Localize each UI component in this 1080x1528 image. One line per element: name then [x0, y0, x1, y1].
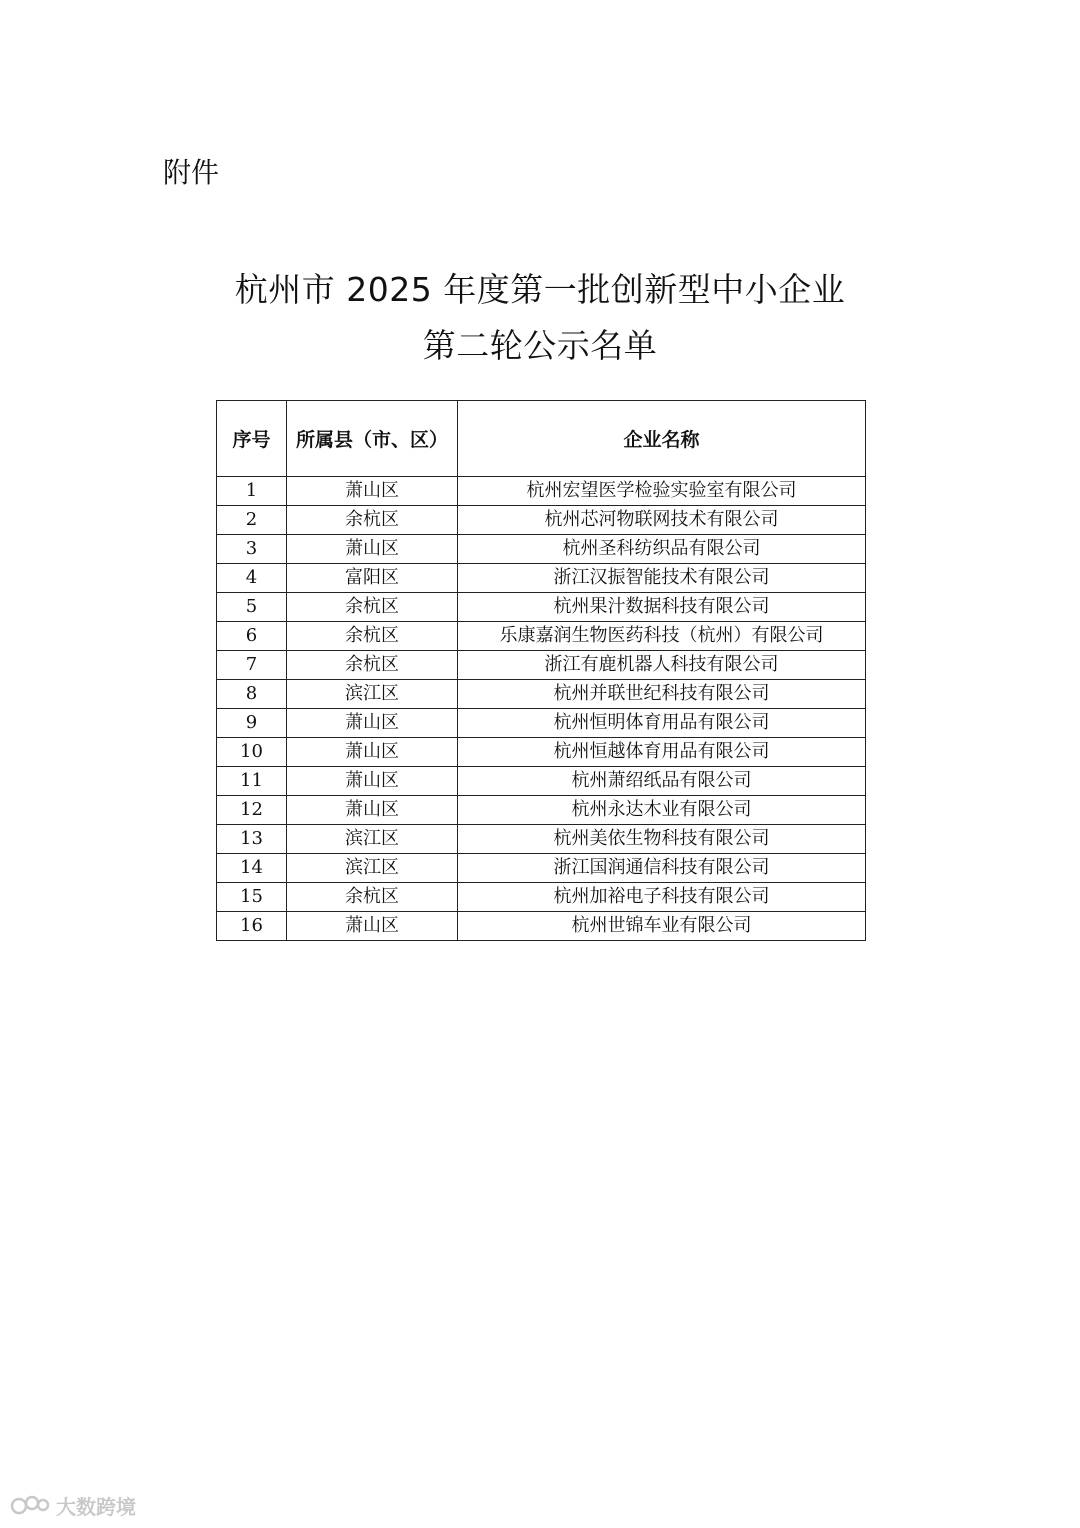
cell-district: 萧山区 [287, 767, 458, 796]
cell-company-name: 杭州永达木业有限公司 [458, 796, 866, 825]
cell-district: 滨江区 [287, 680, 458, 709]
table-header [217, 401, 866, 477]
cell-serial-number: 9 [217, 709, 287, 738]
cell-company-name: 杭州加裕电子科技有限公司 [458, 883, 866, 912]
page-title-line-1: 杭州市 2025 年度第一批创新型中小企业 [234, 270, 846, 309]
cell-company-name: 杭州圣科纺织品有限公司 [458, 535, 866, 564]
table-row [217, 651, 866, 680]
table-row [217, 564, 866, 593]
cell-serial-number: 8 [217, 680, 287, 709]
cell-district: 萧山区 [287, 796, 458, 825]
table-row [217, 709, 866, 738]
table-row [217, 477, 866, 506]
cell-company-name: 杭州美依生物科技有限公司 [458, 825, 866, 854]
cell-district: 滨江区 [287, 825, 458, 854]
cell-district: 余杭区 [287, 651, 458, 680]
cell-company-name: 杭州并联世纪科技有限公司 [458, 680, 866, 709]
cell-district: 余杭区 [287, 883, 458, 912]
table-row [217, 883, 866, 912]
header-company-name: 企业名称 [458, 401, 866, 477]
cell-serial-number: 3 [217, 535, 287, 564]
cell-company-name: 杭州萧绍纸品有限公司 [458, 767, 866, 796]
table-row [217, 796, 866, 825]
attachment-label: 附件 [163, 156, 220, 189]
table-row [217, 593, 866, 622]
table-row [217, 825, 866, 854]
header-serial-number: 序号 [217, 401, 287, 477]
table-body [217, 477, 866, 941]
cell-district: 萧山区 [287, 912, 458, 941]
cell-company-name: 杭州恒越体育用品有限公司 [458, 738, 866, 767]
cell-district: 富阳区 [287, 564, 458, 593]
cell-serial-number: 10 [217, 738, 287, 767]
page-title-line-2: 第二轮公示名单 [422, 326, 658, 365]
cell-serial-number: 4 [217, 564, 287, 593]
table-row [217, 535, 866, 564]
cell-company-name: 杭州世锦车业有限公司 [458, 912, 866, 941]
table-row [217, 622, 866, 651]
cell-district: 萧山区 [287, 709, 458, 738]
cell-serial-number: 6 [217, 622, 287, 651]
company-list-table [216, 400, 866, 941]
cell-serial-number: 2 [217, 506, 287, 535]
cell-serial-number: 14 [217, 854, 287, 883]
watermark-text: 大数跨境 [56, 1494, 136, 1519]
cell-company-name: 浙江有鹿机器人科技有限公司 [458, 651, 866, 680]
table-row [217, 767, 866, 796]
table-row [217, 738, 866, 767]
cell-company-name: 浙江汉振智能技术有限公司 [458, 564, 866, 593]
brand-logo-icon [10, 1493, 50, 1517]
cell-district: 萧山区 [287, 738, 458, 767]
cell-district: 余杭区 [287, 593, 458, 622]
cell-district: 滨江区 [287, 854, 458, 883]
cell-serial-number: 13 [217, 825, 287, 854]
cell-serial-number: 12 [217, 796, 287, 825]
cell-district: 萧山区 [287, 535, 458, 564]
table-row [217, 680, 866, 709]
cell-company-name: 杭州芯河物联网技术有限公司 [458, 506, 866, 535]
cell-company-name: 杭州果汁数据科技有限公司 [458, 593, 866, 622]
cell-company-name: 乐康嘉润生物医药科技（杭州）有限公司 [458, 622, 866, 651]
table-row [217, 506, 866, 535]
cell-district: 余杭区 [287, 622, 458, 651]
cell-serial-number: 5 [217, 593, 287, 622]
cell-district: 萧山区 [287, 477, 458, 506]
cell-serial-number: 1 [217, 477, 287, 506]
cell-serial-number: 16 [217, 912, 287, 941]
watermark [10, 1490, 136, 1520]
cell-district: 余杭区 [287, 506, 458, 535]
cell-company-name: 杭州宏望医学检验实验室有限公司 [458, 477, 866, 506]
table-row [217, 854, 866, 883]
table-row [217, 912, 866, 941]
header-district: 所属县（市、区） [287, 401, 458, 477]
cell-company-name: 浙江国润通信科技有限公司 [458, 854, 866, 883]
cell-company-name: 杭州恒明体育用品有限公司 [458, 709, 866, 738]
table-header-row [217, 401, 866, 477]
cell-serial-number: 7 [217, 651, 287, 680]
cell-serial-number: 15 [217, 883, 287, 912]
cell-serial-number: 11 [217, 767, 287, 796]
